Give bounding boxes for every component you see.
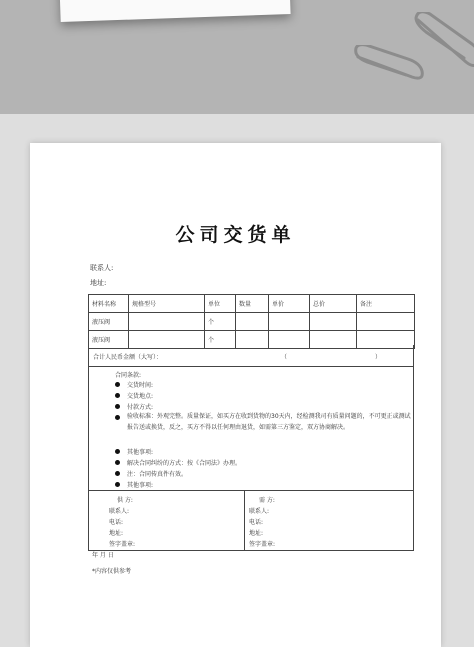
table-header-row [89,295,415,313]
table-header: 数量 [236,295,269,313]
supplier-address: 地址: [109,530,124,537]
address-label: 地址: [90,279,107,287]
table-header: 单价 [269,295,310,313]
table-cell: 液压阀 [89,313,129,331]
table-cell [357,313,415,331]
term-delivery-time: 交货时间: [127,382,154,389]
terms-title: 合同条款: [115,372,142,379]
total-paren-open: （ [281,354,288,361]
bullet-icon [115,415,120,420]
material-table [88,294,415,349]
total-amount-label: 合计人民币金额（大写）： [93,354,163,361]
table-cell [269,313,310,331]
background-top-band [0,0,474,114]
date-line: 年 月 日 [92,552,114,559]
term-payment: 付款方式: [127,404,154,411]
bullet-icon [115,404,120,409]
row-divider [89,490,413,491]
total-paren-close: ） [375,354,382,361]
supplier-phone: 电话: [109,519,124,526]
table-cell [236,313,269,331]
bullet-icon [115,482,120,487]
contract-terms-box [88,345,414,551]
footnote: *内容仅供参考 [92,568,132,575]
table-row [89,313,415,331]
buyer-phone: 电话: [249,519,264,526]
acceptance-standard-text: 验收标准：外观完整。质量保证，如买方在收到货物的30天内，经检测我司有质量问题的，不可更正或测试报告送或换货，反之，买方不得以任何理由退货，如需第三方鉴定，双方协商解决。 [127,413,411,431]
fax-valid-note: 注：合同传真件有效。 [127,471,188,478]
buyer-title: 需 方: [259,497,275,504]
table-cell [129,313,205,331]
supplier-title: 供 方: [117,497,133,504]
bullet-icon [115,382,120,387]
table-header: 总价 [310,295,357,313]
dispute-resolution-text: 解决合同纠纷的方式：按《合同法》办理。 [127,460,242,467]
bullet-icon [115,449,120,454]
supplier-signature: 签字盖章: [109,541,136,548]
table-cell [310,313,357,331]
table-header: 材料名称 [89,295,129,313]
bullet-icon [115,460,120,465]
buyer-address: 地址: [249,530,264,537]
table-header: 单位 [205,295,236,313]
table-header: 规格型号 [129,295,205,313]
bullet-icon [115,471,120,476]
table-header: 备注 [357,295,415,313]
table-cell: 个 [205,331,236,349]
contact-label: 联系人: [90,264,114,272]
bullet-icon [115,393,120,398]
other-matters-label: 其他事项: [127,449,154,456]
background-paper-sheet [59,0,290,22]
row-divider [89,366,413,367]
column-divider [244,490,245,551]
buyer-contact: 联系人: [249,508,270,515]
document-page [30,143,441,647]
other-matters-label: 其他事项: [127,482,154,489]
term-delivery-place: 交货地点: [127,393,154,400]
table-cell: 液压阀 [89,331,129,349]
document-title: 公司交货单 [175,224,296,246]
supplier-contact: 联系人: [109,508,130,515]
paperclip-icon [408,12,474,72]
table-cell: 个 [205,313,236,331]
buyer-signature: 签字盖章: [249,541,276,548]
